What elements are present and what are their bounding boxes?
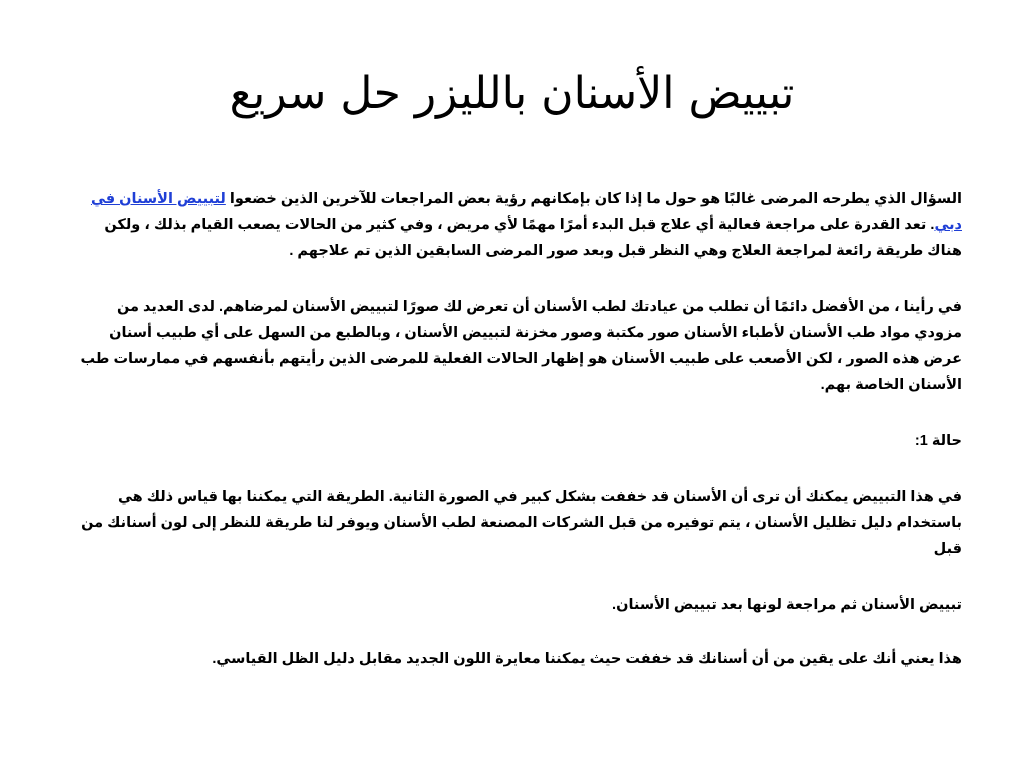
paragraph-case-description: في هذا التبييض يمكنك أن ترى أن الأسنان قد خففت بشكل كبير في الصورة الثانية. الطريقة التي يمكننا بها قياس ذلك هي باستخدام دليل تظليل الأسنان ، يتم توفيره من قبل الشركات المصنعة لطب الأسنان ويوفر لنا طريقة للنظر إلى لون أسنانك من قبل xyxy=(81,489,962,557)
paragraph-opinion: في رأينا ، من الأفضل دائمًا أن تطلب من عيادتك لطب الأسنان أن تعرض لك صورًا لتبييض الأسنان لمرضاهم. لدى العديد من مزودي مواد طب الأسنان لأطباء الأسنان صور مكتبة وصور مخزنة لتبييض الأسنان ، وبالطبع من السهل على أي طبيب أسنان عرض هذه الصور ، لكن الأصعب على طبيب الأسنان هو إظهار الحالات الفعلية للمرضى الذين رأيتهم بأنفسهم في ممارسات طب الأسنان الخاصة بهم. xyxy=(80,299,962,393)
paragraph-intro-text-before: السؤال الذي يطرحه المرضى غالبًا هو حول ما إذا كان بإمكانهم رؤية بعض المراجعات للآخرين الذين خضعوا xyxy=(225,191,962,207)
paragraph-intro xyxy=(68,186,962,264)
teeth-whitening-dubai-link[interactable]: لتبييض الأسنان في دبي xyxy=(90,191,962,233)
case-heading: حالة 1: xyxy=(914,433,962,449)
paragraph-conclusion: هذا يعني أنك على يقين من أن أسنانك قد خففت حيث يمكننا معايرة اللون الجديد مقابل دليل الظل القياسي. xyxy=(212,651,962,667)
paragraph-review-color: تبييض الأسنان ثم مراجعة لونها بعد تبييض الأسنان. xyxy=(612,597,962,613)
paragraph-intro-text-after: . تعد القدرة على مراجعة فعالية أي علاج قبل البدء أمرًا مهمًا لأي مريض ، وفي كثير من الحالات يصعب القيام بذلك ، ولكن هناك طريقة رائعة لمراجعة العلاج وهي النظر قبل وبعد صور المرضى السابقين الذين تم علاجهم . xyxy=(104,217,962,259)
slide-title: تبييض الأسنان بالليزر حل سريع xyxy=(229,68,795,119)
slide-body xyxy=(68,186,962,702)
